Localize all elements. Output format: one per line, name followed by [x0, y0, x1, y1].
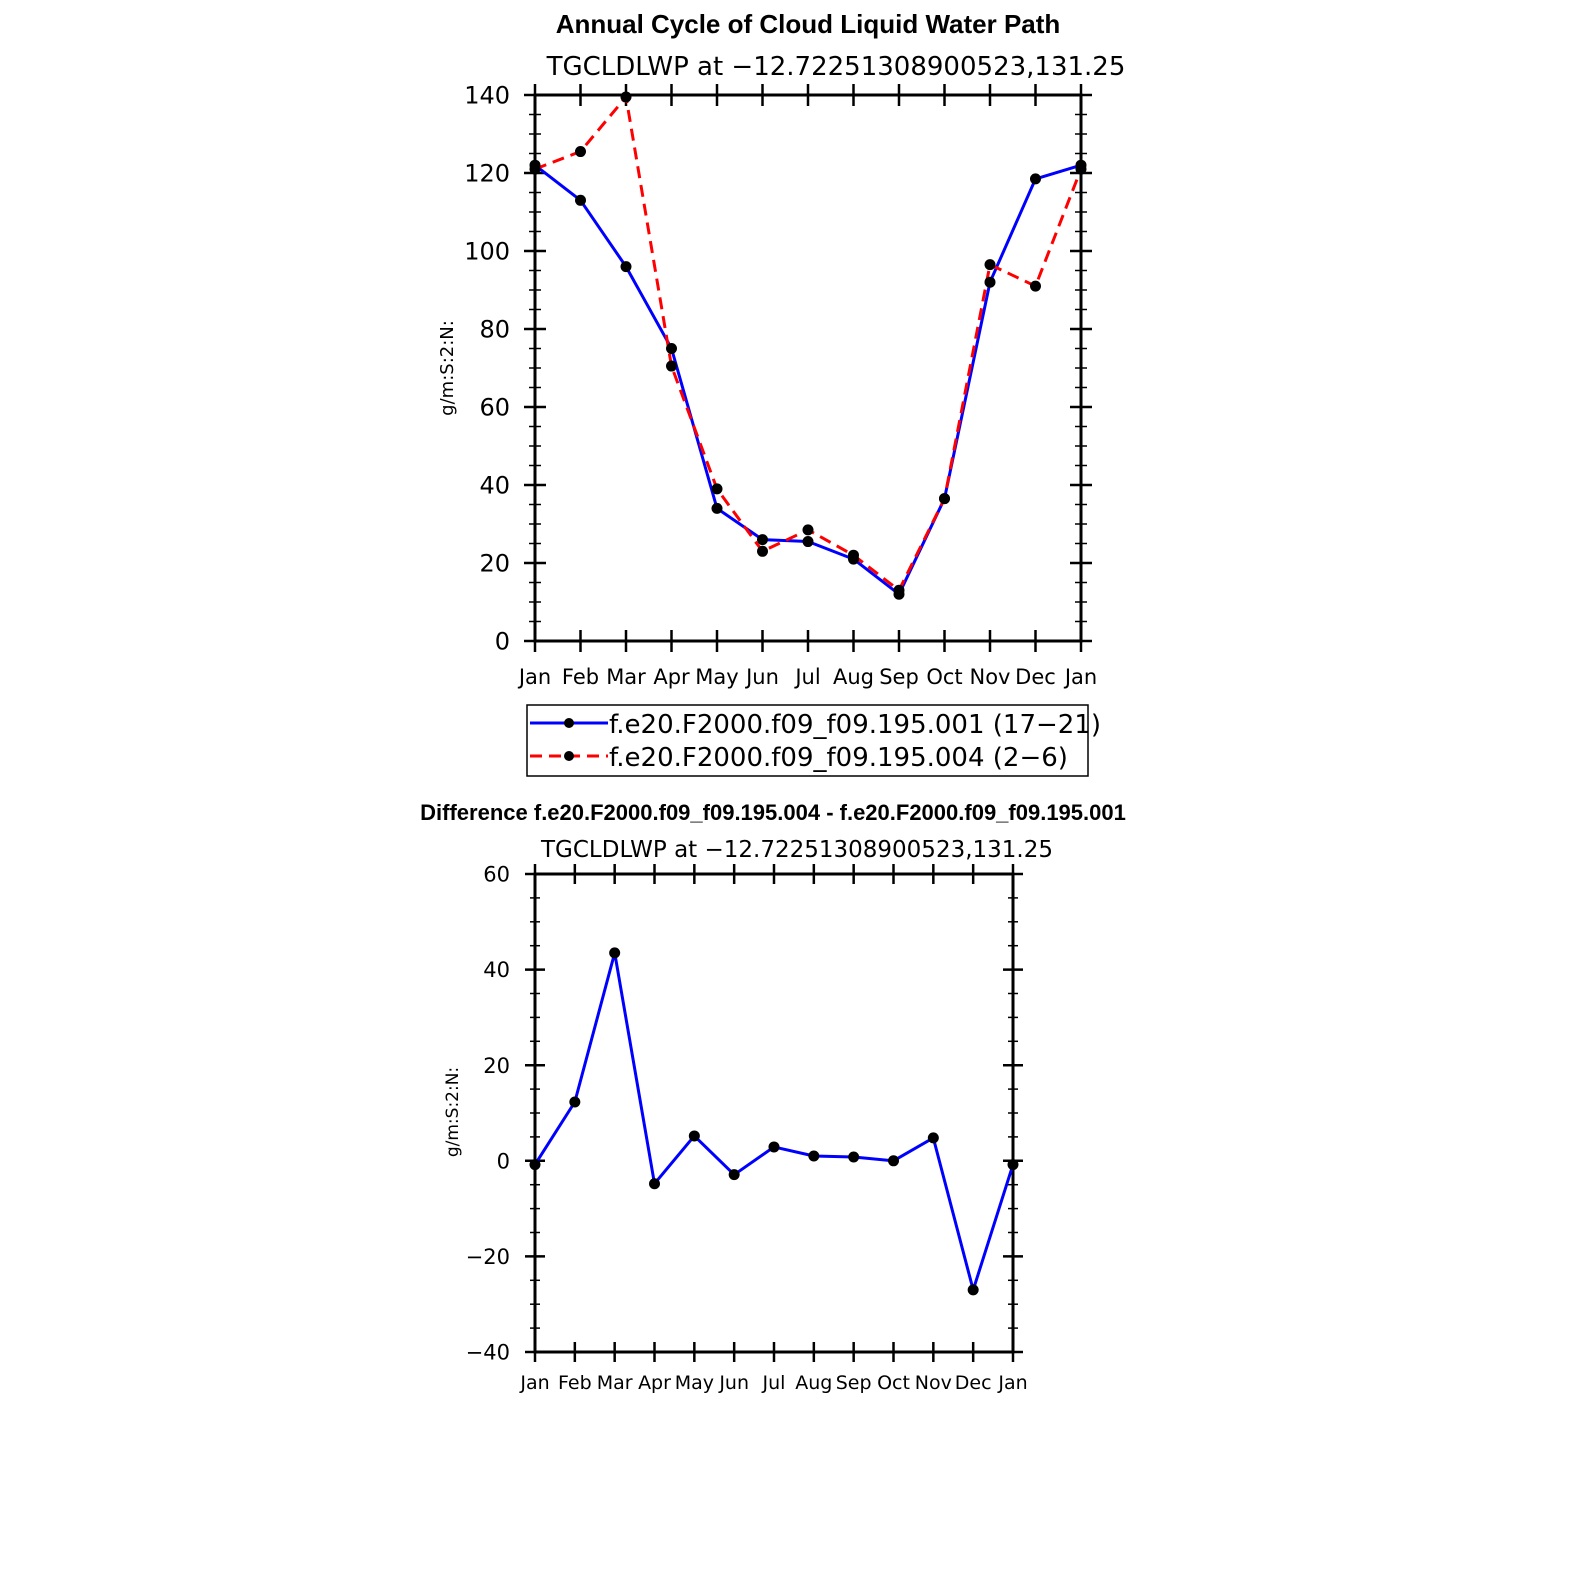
legend-label-series-2: f.e20.F2000.f09_f09.195.004 (2−6)	[609, 743, 1068, 773]
chart2-series-layer	[530, 947, 1019, 1295]
ytick-label: 100	[464, 237, 510, 266]
annual-cycle-chart	[437, 9, 1125, 776]
chart1-plot-frame	[535, 95, 1081, 641]
series-line-1	[535, 953, 1013, 1290]
chart1-gridmarks	[464, 82, 1097, 689]
xtick-label: Apr	[653, 665, 690, 689]
chart1-ylabel: g/m:S:2:N:	[437, 320, 458, 416]
series-1-point	[928, 1132, 939, 1143]
series-1-point	[575, 195, 586, 206]
series-2-point	[575, 146, 586, 157]
series-2-point	[621, 91, 632, 102]
series-2-point	[848, 550, 859, 561]
series-1-point	[968, 1284, 979, 1295]
xtick-label: Aug	[832, 665, 875, 689]
series-2-point	[1030, 281, 1041, 292]
series-1-point	[621, 261, 632, 272]
series-1-point	[803, 536, 814, 547]
xtick-label: Sep	[835, 1372, 872, 1394]
series-1-point	[1008, 1159, 1019, 1170]
series-2-point	[666, 361, 677, 372]
xtick-label: Apr	[638, 1372, 671, 1394]
series-1-point	[769, 1141, 780, 1152]
ytick-label: 140	[464, 81, 510, 110]
series-2-point	[712, 483, 723, 494]
chart2-subtitle: TGCLDLWP at −12.72251308900523,131.25	[540, 837, 1054, 863]
series-1-point	[666, 343, 677, 354]
chart2-plot-frame	[535, 874, 1013, 1352]
series-1-point	[848, 1151, 859, 1162]
legend-marker-series-1	[564, 718, 574, 728]
xtick-label: Jun	[719, 1372, 750, 1394]
chart2-gridmarks	[466, 863, 1028, 1394]
series-1-point	[808, 1151, 819, 1162]
xtick-label: Jan	[998, 1372, 1028, 1394]
series-1-point	[888, 1155, 899, 1166]
xtick-label: May	[674, 1372, 714, 1394]
xtick-label: May	[695, 665, 739, 689]
series-1-point	[530, 1159, 541, 1170]
chart1-series-layer	[530, 91, 1087, 599]
ytick-label: 60	[483, 862, 510, 887]
xtick-label: Mar	[606, 665, 646, 689]
ytick-label: 0	[496, 1149, 510, 1174]
xtick-label: Nov	[914, 1372, 952, 1394]
series-line-2	[535, 97, 1081, 590]
xtick-label: Aug	[795, 1372, 833, 1394]
xtick-label: Feb	[558, 1372, 592, 1394]
xtick-label: Dec	[1015, 665, 1056, 689]
ytick-label: −40	[465, 1340, 510, 1365]
xtick-label: Oct	[877, 1372, 910, 1394]
ytick-label: −20	[465, 1244, 510, 1269]
difference-chart	[420, 800, 1126, 1394]
series-2-point	[1076, 164, 1087, 175]
ytick-label: 80	[479, 315, 510, 344]
series-2-point	[757, 546, 768, 557]
series-1-point	[689, 1130, 700, 1141]
series-1-point	[985, 277, 996, 288]
ytick-label: 20	[483, 1053, 510, 1078]
series-1-point	[1030, 173, 1041, 184]
series-1-point	[757, 534, 768, 545]
chart2-title: Difference f.e20.F2000.f09_f09.195.004 - f.e20.F2000.f09_f09.195.001	[420, 800, 1126, 825]
xtick-label: Mar	[596, 1372, 633, 1394]
series-1-point	[712, 503, 723, 514]
xtick-label: Jul	[762, 1372, 786, 1394]
ytick-label: 120	[464, 159, 510, 188]
xtick-label: Feb	[561, 665, 600, 689]
xtick-label: Dec	[954, 1372, 992, 1394]
xtick-label: Sep	[879, 665, 919, 689]
xtick-label: Jan	[1064, 665, 1098, 689]
chart1-title: Annual Cycle of Cloud Liquid Water Path	[555, 9, 1061, 39]
xtick-label: Jun	[746, 665, 779, 689]
ytick-label: 40	[483, 958, 510, 983]
xtick-label: Oct	[926, 665, 963, 689]
xtick-label: Jan	[518, 665, 552, 689]
series-1-point	[729, 1169, 740, 1180]
series-2-point	[939, 493, 950, 504]
series-1-point	[649, 1178, 660, 1189]
series-2-point	[530, 164, 541, 175]
series-2-point	[803, 524, 814, 535]
ytick-label: 60	[479, 393, 510, 422]
series-2-point	[985, 259, 996, 270]
ytick-label: 0	[494, 627, 510, 656]
legend-marker-series-2	[564, 751, 574, 761]
chart2-ylabel: g/m:S:2:N:	[443, 1066, 463, 1158]
xtick-label: Jul	[795, 665, 821, 689]
series-1-point	[569, 1097, 580, 1108]
xtick-label: Jan	[520, 1372, 550, 1394]
chart1-legend	[527, 705, 1101, 776]
chart1-subtitle: TGCLDLWP at −12.72251308900523,131.25	[546, 52, 1126, 82]
ytick-label: 20	[479, 549, 510, 578]
legend-label-series-1: f.e20.F2000.f09_f09.195.001 (17−21)	[609, 710, 1102, 740]
series-1-point	[609, 947, 620, 958]
series-2-point	[894, 585, 905, 596]
xtick-label: Nov	[969, 665, 1011, 689]
ytick-label: 40	[479, 471, 510, 500]
